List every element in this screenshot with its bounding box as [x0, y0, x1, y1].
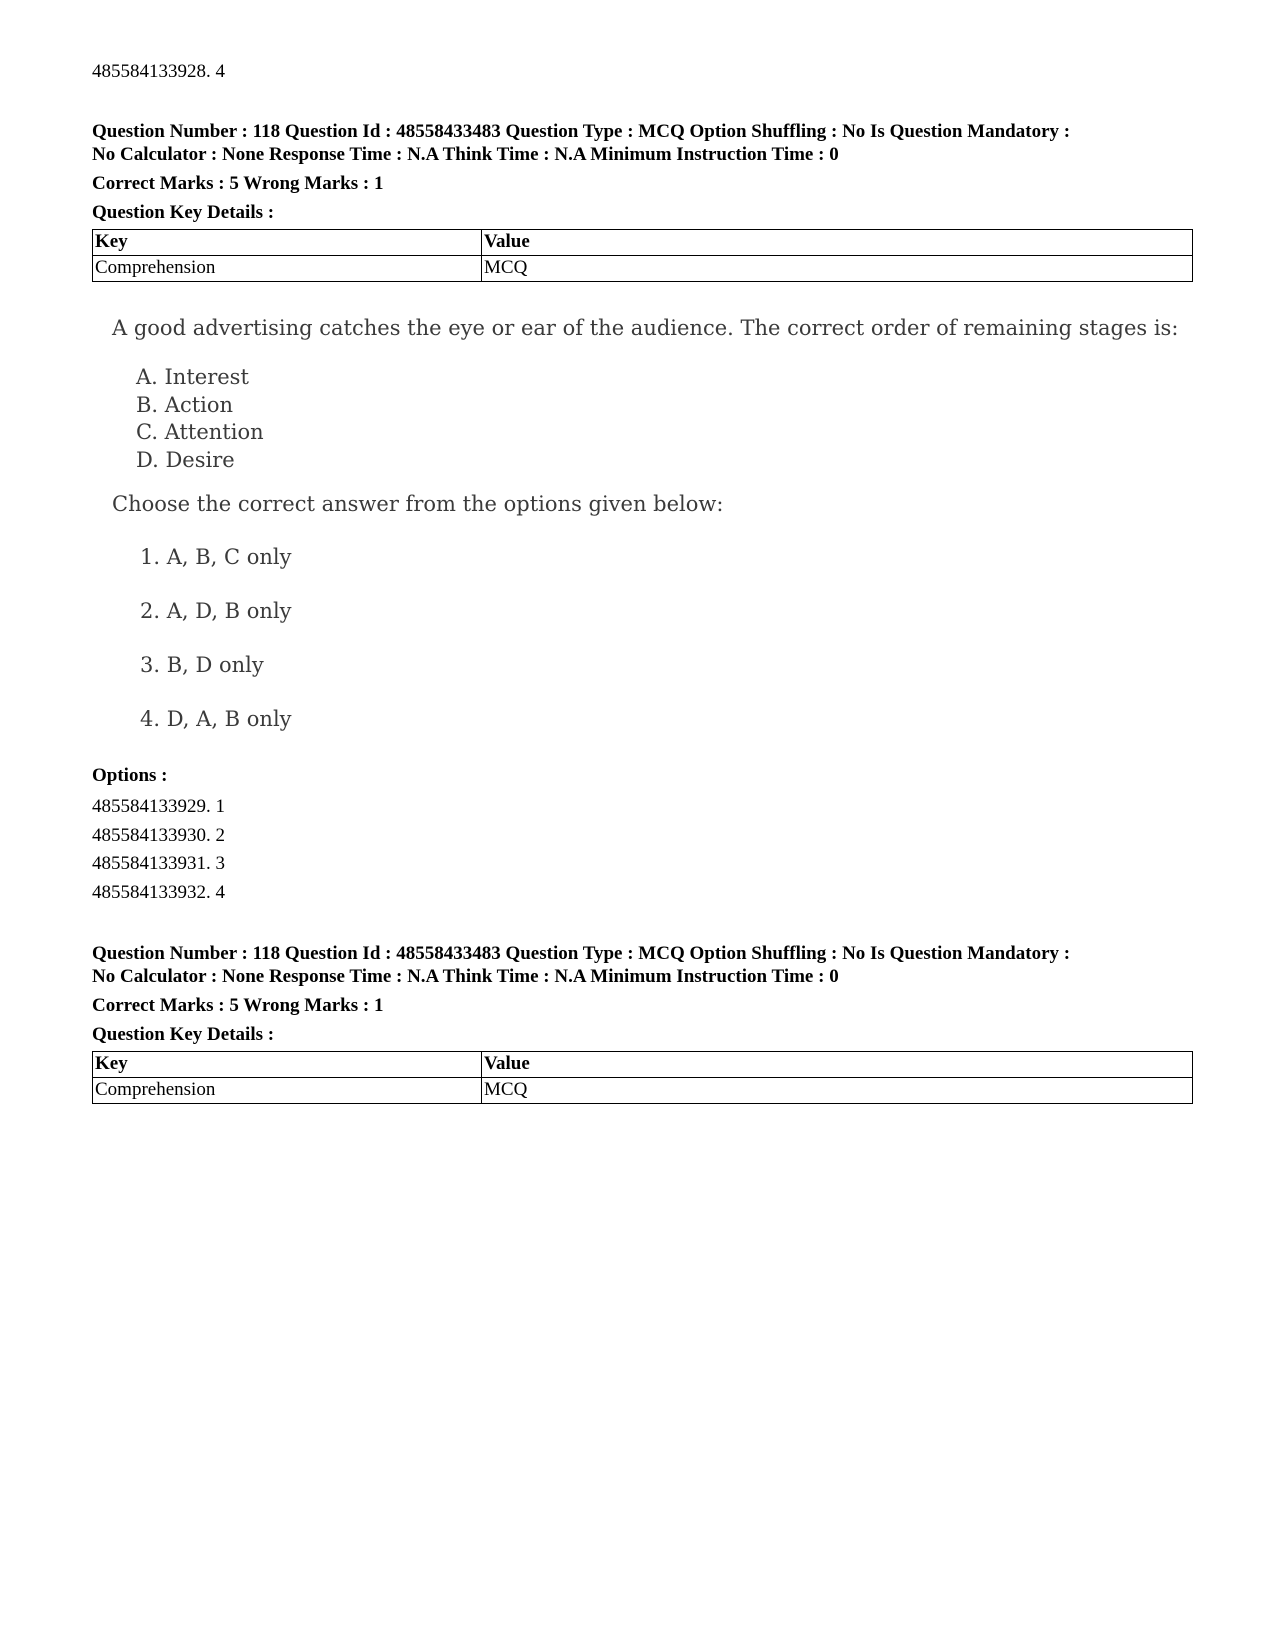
statement-item: A. Interest: [136, 365, 249, 389]
answer-choice: 3. B, D only: [140, 653, 264, 677]
answer-choice: 2. A, D, B only: [140, 599, 292, 623]
marks-line: Correct Marks : 5 Wrong Marks : 1: [92, 995, 384, 1016]
key-details-label: Question Key Details :: [92, 202, 275, 223]
table-row: [93, 1078, 1193, 1104]
table-row: [93, 256, 1193, 282]
marks-line: Correct Marks : 5 Wrong Marks : 1: [92, 173, 384, 194]
question-block-1: [92, 120, 1192, 282]
answer-choice: 4. D, A, B only: [140, 707, 292, 731]
option-item: 485584133931. 3: [92, 853, 225, 874]
statement-item: D. Desire: [136, 447, 235, 472]
option-item: 485584133930. 2: [92, 824, 225, 846]
statement-item: C. Attention: [136, 420, 264, 444]
option-item: 485584133932. 4: [92, 881, 225, 903]
options-label: Options :: [92, 765, 168, 786]
options-list: [92, 793, 225, 907]
table-cell-value: MCQ: [482, 256, 1193, 282]
table-header-value: Value: [482, 230, 1193, 256]
table-cell-key: Comprehension: [93, 256, 482, 282]
question-instruction: Choose the correct answer from the options given below:: [112, 492, 724, 516]
question-stem: A good advertising catches the eye or ear of the audience. The correct order of remaining stages is:: [112, 316, 1179, 340]
previous-option-line: 485584133928. 4: [92, 61, 225, 82]
table-header-key: Key: [93, 1052, 482, 1078]
option-item: 485584133929. 1: [92, 796, 225, 817]
key-details-table: [92, 1051, 1193, 1104]
statement-item: B. Action: [136, 392, 234, 417]
table-header-row: [93, 230, 1193, 256]
question-header-line-2: No Calculator : None Response Time : N.A Think Time : N.A Minimum Instruction Time : 0: [92, 144, 839, 165]
statement-list: [136, 364, 264, 474]
key-details-label: Question Key Details :: [92, 1024, 275, 1045]
question-header-line-2: No Calculator : None Response Time : N.A Think Time : N.A Minimum Instruction Time : 0: [92, 966, 839, 987]
key-details-table: [92, 229, 1193, 282]
table-header-row: [93, 1052, 1193, 1078]
table-header-key: Key: [93, 230, 482, 256]
table-header-value: Value: [482, 1052, 1193, 1078]
table-cell-key: Comprehension: [93, 1078, 482, 1104]
question-header-line-1: Question Number : 118 Question Id : 48558433483 Question Type : MCQ Option Shuffling : No Is Question Mandatory :: [92, 943, 1071, 964]
table-cell-value: MCQ: [482, 1078, 1193, 1104]
question-header-line-1: Question Number : 118 Question Id : 48558433483 Question Type : MCQ Option Shuffling : No Is Question Mandatory :: [92, 121, 1071, 142]
question-block-2: [92, 942, 1192, 1104]
answer-choice: 1. A, B, C only: [140, 545, 292, 569]
